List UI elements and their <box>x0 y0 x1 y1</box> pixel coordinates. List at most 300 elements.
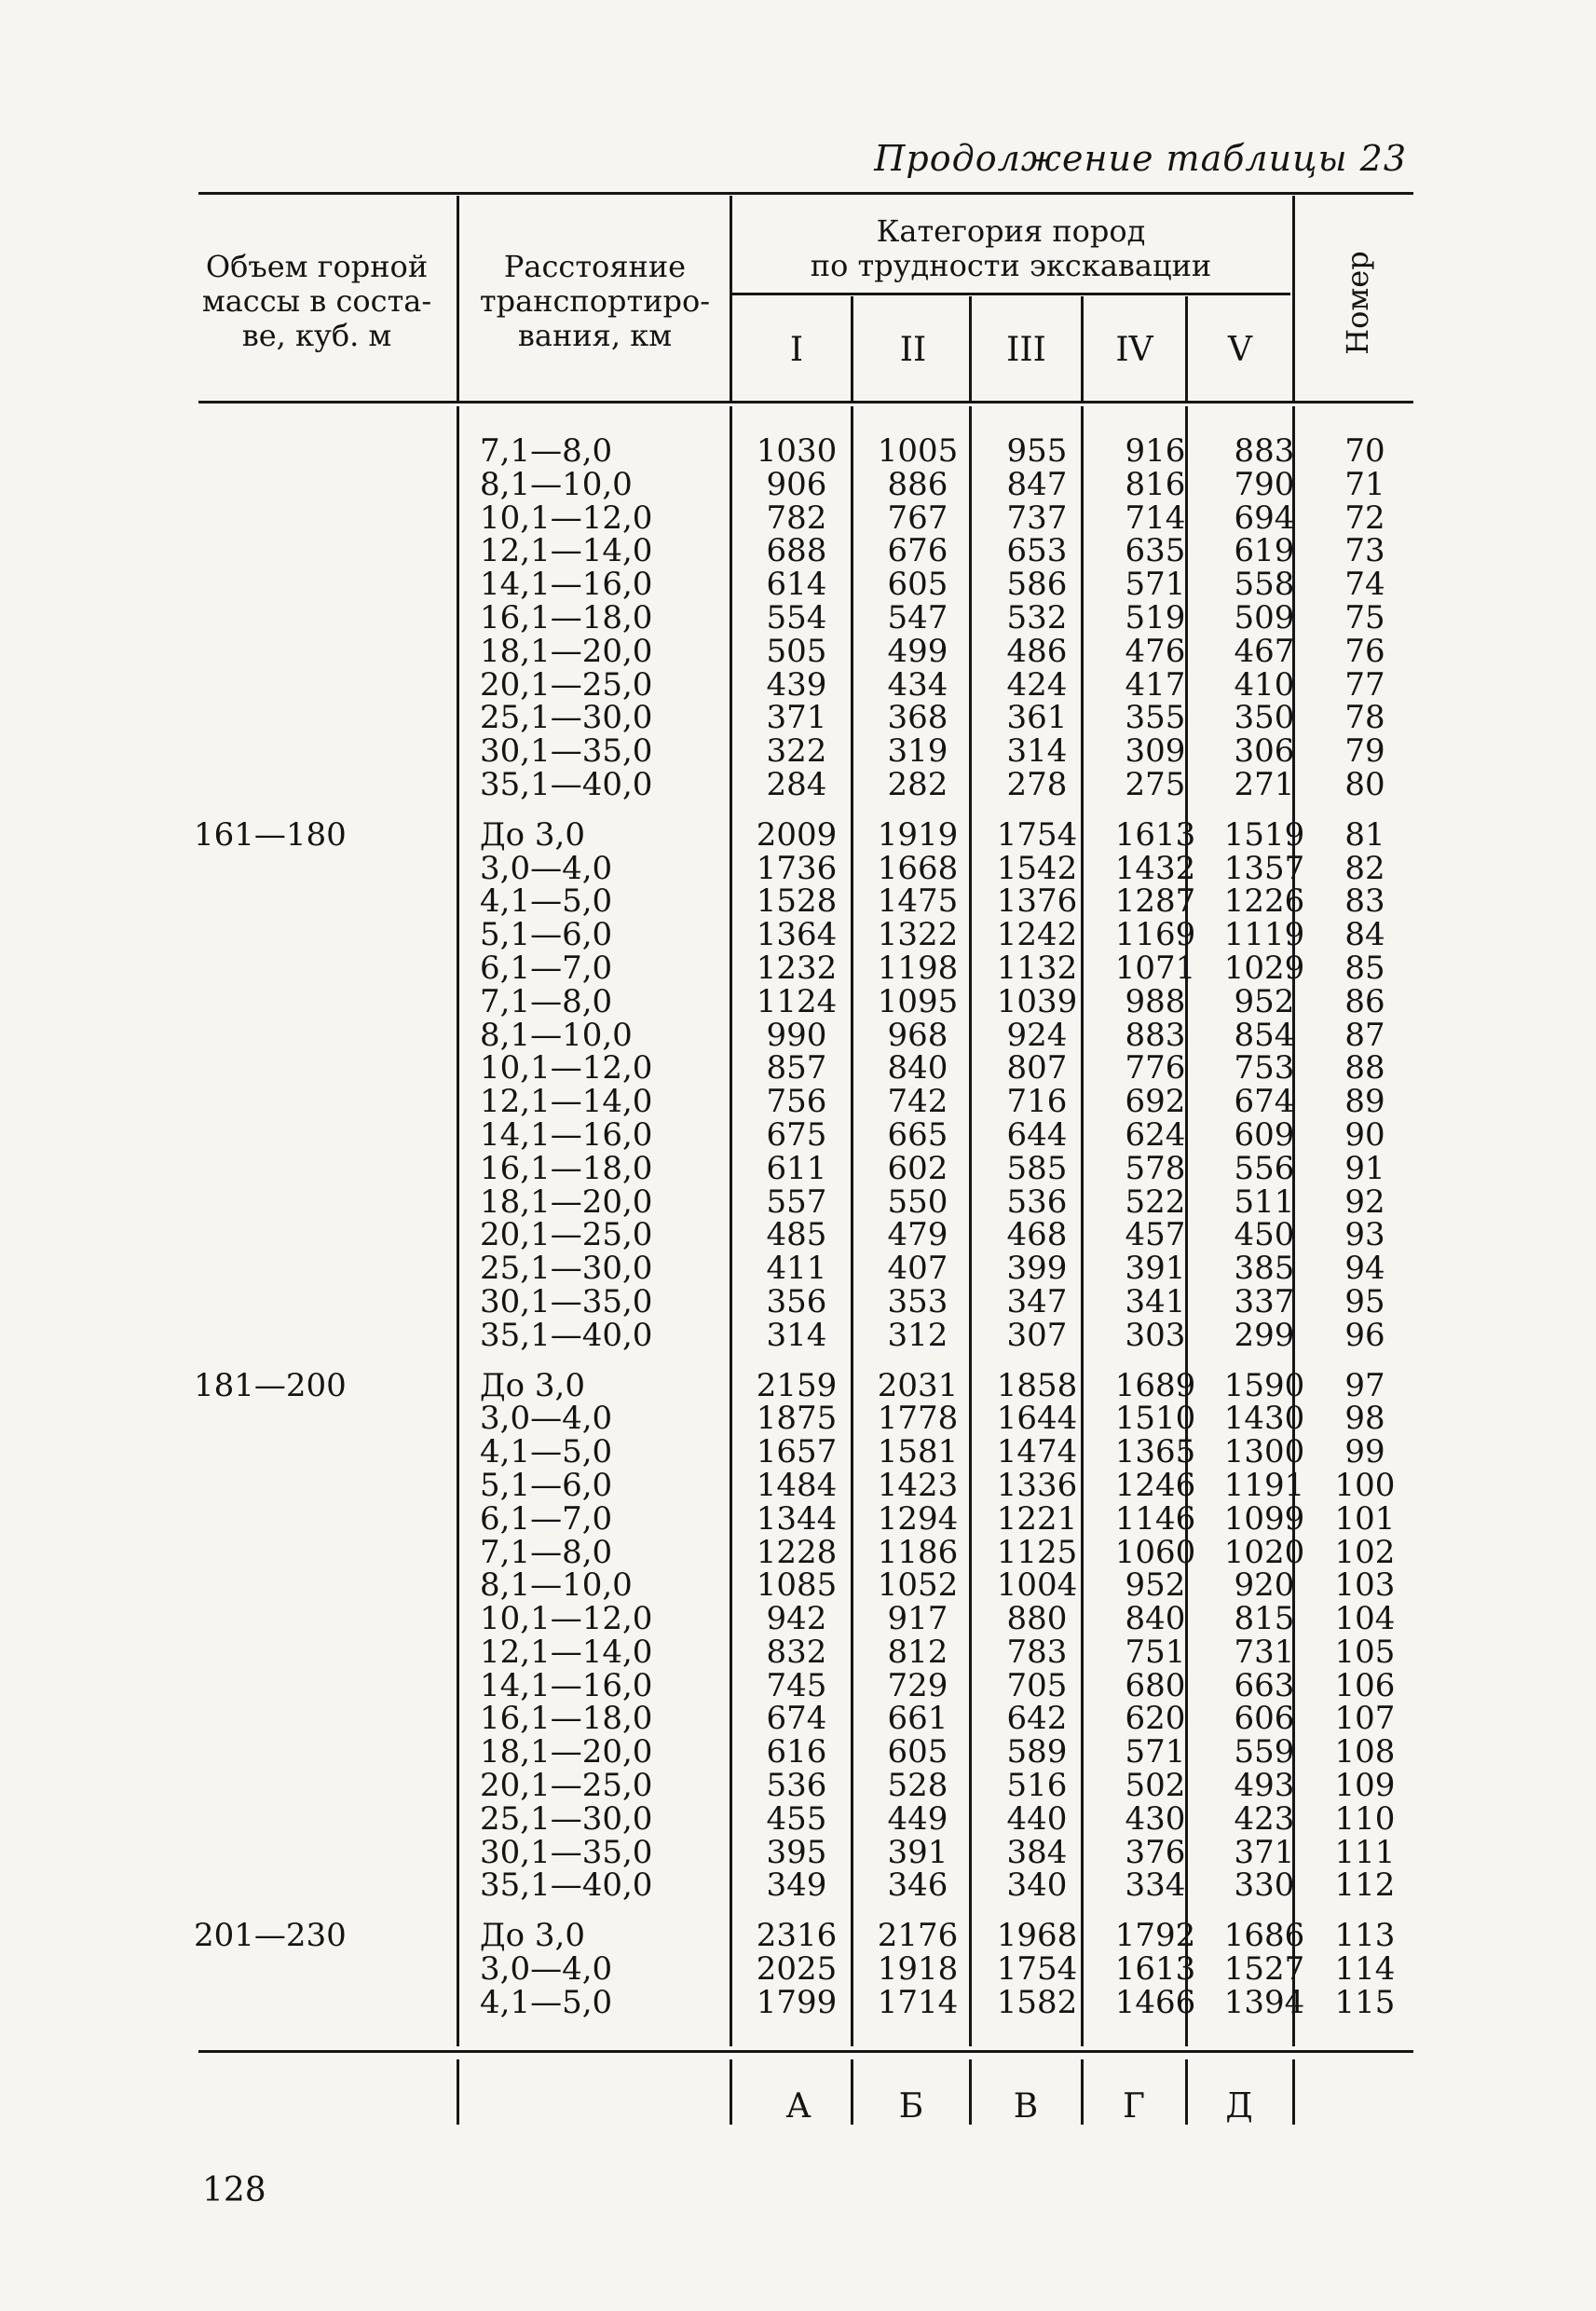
value-cell-3: 847 <box>1006 465 1068 503</box>
value-cell-4: 751 <box>1125 1633 1186 1671</box>
table-row <box>0 699 1596 737</box>
value-cell-4: 519 <box>1125 598 1186 636</box>
value-cell-3: 955 <box>1006 432 1068 470</box>
value-cell-2: 1423 <box>877 1466 959 1504</box>
value-cell-2: 547 <box>887 598 948 636</box>
table-row <box>0 1833 1596 1871</box>
value-cell-1: 756 <box>766 1083 827 1121</box>
value-cell-2: 2176 <box>877 1917 959 1955</box>
distance-cell: 25,1—30,0 <box>480 699 653 737</box>
value-cell-2: 319 <box>887 732 948 771</box>
distance-cell: 18,1—20,0 <box>480 1733 653 1771</box>
value-cell-1: 857 <box>766 1049 827 1087</box>
table-row <box>0 1702 1596 1736</box>
value-cell-3: 1221 <box>996 1499 1078 1538</box>
value-cell-2: 391 <box>887 1833 948 1871</box>
row-number-cell: 95 <box>1344 1282 1385 1320</box>
value-cell-3: 399 <box>1006 1250 1068 1288</box>
footer-letter-v: В <box>1013 2087 1039 2126</box>
value-cell-2: 602 <box>887 1149 948 1187</box>
table-row <box>0 1083 1596 1121</box>
distance-cell: 14,1—16,0 <box>480 1666 653 1704</box>
distance-cell: 4,1—5,0 <box>480 882 613 921</box>
page-number: 128 <box>202 2171 266 2209</box>
value-cell-5: 854 <box>1234 1016 1295 1054</box>
value-cell-4: 476 <box>1125 632 1186 670</box>
value-cell-5: 467 <box>1234 632 1295 670</box>
value-cell-4: 624 <box>1125 1115 1186 1154</box>
value-cell-1: 616 <box>766 1733 827 1771</box>
value-cell-3: 278 <box>1006 765 1068 803</box>
value-cell-5: 1226 <box>1223 882 1305 921</box>
value-cell-4: 635 <box>1125 532 1186 570</box>
row-number-cell: 114 <box>1334 1950 1396 1989</box>
value-cell-2: 368 <box>887 699 948 737</box>
table-row <box>0 532 1596 570</box>
value-cell-5: 423 <box>1234 1799 1295 1838</box>
value-cell-4: 883 <box>1125 1016 1186 1054</box>
category-iii: III <box>1006 331 1046 369</box>
value-cell-3: 340 <box>1006 1867 1068 1905</box>
value-cell-5: 371 <box>1234 1833 1295 1871</box>
value-cell-4: 417 <box>1125 665 1186 704</box>
distance-cell: 4,1—5,0 <box>480 1433 613 1471</box>
value-cell-5: 1191 <box>1223 1466 1305 1504</box>
value-cell-5: 271 <box>1234 765 1295 803</box>
value-cell-2: 1052 <box>877 1566 959 1605</box>
value-cell-5: 1357 <box>1223 849 1305 887</box>
value-cell-1: 1736 <box>756 849 838 887</box>
value-cell-2: 1918 <box>877 1950 959 1989</box>
value-cell-2: 479 <box>887 1216 948 1254</box>
value-cell-3: 880 <box>1006 1600 1068 1638</box>
row-number-cell: 110 <box>1334 1799 1396 1838</box>
category-header-line: по трудности экскавации <box>810 248 1212 283</box>
value-cell-5: 559 <box>1234 1733 1295 1771</box>
value-cell-4: 522 <box>1125 1183 1186 1221</box>
row-number-cell: 81 <box>1344 815 1385 854</box>
value-cell-1: 614 <box>766 566 827 604</box>
row-number-cell: 87 <box>1344 1016 1385 1054</box>
value-cell-1: 1228 <box>756 1533 838 1571</box>
value-cell-2: 886 <box>887 465 948 503</box>
value-cell-3: 532 <box>1006 598 1068 636</box>
table-row <box>0 568 1596 602</box>
value-cell-2: 550 <box>887 1183 948 1221</box>
value-cell-4: 714 <box>1125 499 1186 537</box>
footer-divider-1 <box>457 2059 459 2125</box>
row-number-cell: 90 <box>1344 1115 1385 1154</box>
value-cell-3: 1754 <box>996 1950 1078 1989</box>
row-number-cell: 109 <box>1334 1767 1396 1805</box>
category-ii: II <box>899 331 927 369</box>
value-cell-2: 1714 <box>877 1983 959 2021</box>
row-number-cell: 91 <box>1344 1149 1385 1187</box>
distance-cell: 8,1—10,0 <box>480 1016 633 1054</box>
header-divider-7 <box>1292 196 1295 401</box>
distance-cell: 14,1—16,0 <box>480 566 653 604</box>
footer-divider-4 <box>969 2059 972 2125</box>
value-cell-4: 1689 <box>1114 1366 1196 1404</box>
value-cell-4: 391 <box>1125 1250 1186 1288</box>
distance-cell: 12,1—14,0 <box>480 532 653 570</box>
value-cell-1: 2009 <box>756 815 838 854</box>
value-cell-3: 536 <box>1006 1183 1068 1221</box>
value-cell-2: 312 <box>887 1316 948 1354</box>
continuation-title: Продолжение таблицы 23 <box>874 138 1407 179</box>
table-row <box>0 432 1596 470</box>
table-row <box>0 1466 1596 1504</box>
table-row <box>0 1566 1596 1605</box>
value-cell-3: 653 <box>1006 532 1068 570</box>
header-divider-3 <box>851 296 853 401</box>
value-cell-1: 1799 <box>756 1983 838 2021</box>
value-cell-1: 554 <box>766 598 827 636</box>
value-cell-4: 457 <box>1125 1216 1186 1254</box>
value-cell-2: 812 <box>887 1633 948 1671</box>
value-cell-1: 322 <box>766 732 827 771</box>
value-cell-4: 776 <box>1125 1049 1186 1087</box>
value-cell-2: 605 <box>887 1733 948 1771</box>
distance-cell: 16,1—18,0 <box>480 598 653 636</box>
value-cell-5: 606 <box>1234 1700 1295 1738</box>
row-number-cell: 73 <box>1344 532 1385 570</box>
value-cell-5: 1099 <box>1223 1499 1305 1538</box>
value-cell-5: 450 <box>1234 1216 1295 1254</box>
distance-cell: 5,1—6,0 <box>480 1466 613 1504</box>
value-cell-2: 528 <box>887 1767 948 1805</box>
table-row <box>0 1049 1596 1087</box>
value-cell-4: 1146 <box>1114 1499 1196 1538</box>
value-cell-4: 840 <box>1125 1600 1186 1638</box>
distance-cell: 30,1—35,0 <box>480 1282 653 1320</box>
row-number-cell: 70 <box>1344 432 1385 470</box>
table-row <box>0 1402 1596 1436</box>
value-cell-5: 1430 <box>1223 1400 1305 1438</box>
row-number-cell: 72 <box>1344 499 1385 537</box>
row-number-cell: 84 <box>1344 916 1385 954</box>
value-cell-1: 2025 <box>756 1950 838 1989</box>
row-number-cell: 106 <box>1334 1666 1396 1704</box>
value-cell-2: 605 <box>887 566 948 604</box>
value-cell-3: 486 <box>1006 632 1068 670</box>
value-cell-3: 361 <box>1006 699 1068 737</box>
value-cell-2: 346 <box>887 1867 948 1905</box>
volume-cell: 201—230 <box>194 1917 347 1955</box>
value-cell-4: 1432 <box>1114 849 1196 887</box>
table-row <box>0 1252 1596 1286</box>
value-cell-2: 676 <box>887 532 948 570</box>
value-cell-3: 586 <box>1006 566 1068 604</box>
table-row <box>0 665 1596 704</box>
distance-header <box>463 250 727 353</box>
value-cell-5: 1029 <box>1223 949 1305 987</box>
distance-cell: 12,1—14,0 <box>480 1633 653 1671</box>
value-cell-3: 314 <box>1006 732 1068 771</box>
value-cell-1: 371 <box>766 699 827 737</box>
value-cell-5: 694 <box>1234 499 1295 537</box>
value-cell-1: 536 <box>766 1767 827 1805</box>
row-number-cell: 79 <box>1344 732 1385 771</box>
distance-cell: 4,1—5,0 <box>480 1983 613 2021</box>
value-cell-1: 1528 <box>756 882 838 921</box>
header-divider-1 <box>457 196 459 401</box>
table-row <box>0 1115 1596 1154</box>
value-cell-2: 353 <box>887 1282 948 1320</box>
row-number-cell: 111 <box>1334 1833 1396 1871</box>
table-row <box>0 765 1596 803</box>
value-cell-5: 350 <box>1234 699 1295 737</box>
number-header: Номер <box>1340 251 1375 355</box>
row-number-cell: 89 <box>1344 1083 1385 1121</box>
table-row <box>0 1533 1596 1571</box>
value-cell-1: 611 <box>766 1149 827 1187</box>
value-cell-3: 424 <box>1006 665 1068 704</box>
row-number-cell: 85 <box>1344 949 1385 987</box>
value-cell-5: 1686 <box>1223 1917 1305 1955</box>
value-cell-2: 1322 <box>877 916 959 954</box>
value-cell-5: 731 <box>1234 1633 1295 1671</box>
value-cell-5: 509 <box>1234 598 1295 636</box>
value-cell-5: 753 <box>1234 1049 1295 1087</box>
distance-cell: 6,1—7,0 <box>480 1499 613 1538</box>
value-cell-1: 455 <box>766 1799 827 1838</box>
value-cell-2: 2031 <box>877 1366 959 1404</box>
value-cell-1: 356 <box>766 1282 827 1320</box>
table-bottom-rule <box>198 2050 1413 2053</box>
footer-letter-a: А <box>785 2087 812 2126</box>
value-cell-2: 1294 <box>877 1499 959 1538</box>
distance-cell: 16,1—18,0 <box>480 1700 653 1738</box>
value-cell-5: 1020 <box>1223 1533 1305 1571</box>
distance-cell: 3,0—4,0 <box>480 849 613 887</box>
value-cell-1: 688 <box>766 532 827 570</box>
row-number-cell: 75 <box>1344 598 1385 636</box>
distance-cell: 12,1—14,0 <box>480 1083 653 1121</box>
table-row <box>0 1917 1596 1955</box>
value-cell-3: 1474 <box>996 1433 1078 1471</box>
value-cell-2: 434 <box>887 665 948 704</box>
value-cell-1: 942 <box>766 1600 827 1638</box>
table-top-rule <box>198 192 1413 195</box>
value-cell-1: 1085 <box>756 1566 838 1605</box>
value-cell-5: 1119 <box>1223 916 1305 954</box>
row-number-cell: 92 <box>1344 1183 1385 1221</box>
value-cell-4: 571 <box>1125 566 1186 604</box>
value-cell-2: 1919 <box>877 815 959 854</box>
footer-letter-g: Г <box>1123 2087 1145 2126</box>
value-cell-3: 705 <box>1006 1666 1068 1704</box>
row-number-cell: 107 <box>1334 1700 1396 1738</box>
value-cell-4: 303 <box>1125 1316 1186 1354</box>
value-cell-1: 990 <box>766 1016 827 1054</box>
distance-cell: До 3,0 <box>480 1917 585 1955</box>
row-number-cell: 94 <box>1344 1250 1385 1288</box>
value-cell-1: 557 <box>766 1183 827 1221</box>
value-cell-4: 578 <box>1125 1149 1186 1187</box>
value-cell-2: 407 <box>887 1250 948 1288</box>
category-iv: IV <box>1115 331 1153 369</box>
value-cell-1: 411 <box>766 1250 827 1288</box>
table-row <box>0 1633 1596 1671</box>
row-number-cell: 98 <box>1344 1400 1385 1438</box>
row-number-cell: 74 <box>1344 566 1385 604</box>
row-number-cell: 78 <box>1344 699 1385 737</box>
table-row <box>0 1216 1596 1254</box>
category-v: V <box>1228 331 1252 369</box>
value-cell-4: 620 <box>1125 1700 1186 1738</box>
table-row <box>0 1950 1596 1989</box>
value-cell-5: 306 <box>1234 732 1295 771</box>
row-number-cell: 88 <box>1344 1049 1385 1087</box>
table-row <box>0 1183 1596 1221</box>
distance-cell: 18,1—20,0 <box>480 1183 653 1221</box>
value-cell-2: 661 <box>887 1700 948 1738</box>
value-cell-2: 1186 <box>877 1533 959 1571</box>
distance-cell: 20,1—25,0 <box>480 1216 653 1254</box>
value-cell-2: 917 <box>887 1600 948 1638</box>
value-cell-3: 737 <box>1006 499 1068 537</box>
value-cell-1: 314 <box>766 1316 827 1354</box>
value-cell-1: 2316 <box>756 1917 838 1955</box>
category-header <box>736 214 1286 283</box>
row-number-cell: 115 <box>1334 1983 1396 2021</box>
distance-cell: 25,1—30,0 <box>480 1250 653 1288</box>
value-cell-2: 1581 <box>877 1433 959 1471</box>
row-number-cell: 83 <box>1344 882 1385 921</box>
value-cell-5: 619 <box>1234 532 1295 570</box>
value-cell-5: 1300 <box>1223 1433 1305 1471</box>
distance-cell: 6,1—7,0 <box>480 949 613 987</box>
value-cell-3: 1644 <box>996 1400 1078 1438</box>
distance-cell: 18,1—20,0 <box>480 632 653 670</box>
value-cell-5: 385 <box>1234 1250 1295 1288</box>
row-number-cell: 112 <box>1334 1867 1396 1905</box>
value-cell-2: 665 <box>887 1115 948 1154</box>
value-cell-3: 644 <box>1006 1115 1068 1154</box>
row-number-cell: 108 <box>1334 1733 1396 1771</box>
table-row <box>0 1767 1596 1805</box>
distance-cell: 8,1—10,0 <box>480 1566 633 1605</box>
value-cell-3: 307 <box>1006 1316 1068 1354</box>
value-cell-2: 840 <box>887 1049 948 1087</box>
row-number-cell: 93 <box>1344 1216 1385 1254</box>
value-cell-5: 410 <box>1234 665 1295 704</box>
distance-cell: 20,1—25,0 <box>480 665 653 704</box>
value-cell-4: 1060 <box>1114 1533 1196 1571</box>
value-cell-3: 924 <box>1006 1016 1068 1054</box>
value-cell-1: 1875 <box>756 1400 838 1438</box>
table-row <box>0 465 1596 503</box>
distance-cell: 25,1—30,0 <box>480 1799 653 1838</box>
value-cell-5: 556 <box>1234 1149 1295 1187</box>
row-number-cell: 102 <box>1334 1533 1396 1571</box>
value-cell-1: 674 <box>766 1700 827 1738</box>
value-cell-4: 1365 <box>1114 1433 1196 1471</box>
table-row <box>0 916 1596 954</box>
table-row <box>0 1799 1596 1838</box>
value-cell-2: 1198 <box>877 949 959 987</box>
value-cell-2: 449 <box>887 1799 948 1838</box>
value-cell-1: 284 <box>766 765 827 803</box>
table-row <box>0 849 1596 887</box>
value-cell-3: 1125 <box>996 1533 1078 1571</box>
value-cell-1: 1657 <box>756 1433 838 1471</box>
row-number-cell: 80 <box>1344 765 1385 803</box>
value-cell-1: 1344 <box>756 1499 838 1538</box>
value-cell-5: 609 <box>1234 1115 1295 1154</box>
volume-header-line: Объем горной <box>205 249 429 284</box>
value-cell-4: 275 <box>1125 765 1186 803</box>
value-cell-5: 920 <box>1234 1566 1295 1605</box>
value-cell-1: 1232 <box>756 949 838 987</box>
footer-divider-5 <box>1081 2059 1084 2125</box>
value-cell-3: 384 <box>1006 1833 1068 1871</box>
value-cell-4: 1510 <box>1114 1400 1196 1438</box>
distance-cell: 16,1—18,0 <box>480 1149 653 1187</box>
row-number-cell: 101 <box>1334 1499 1396 1538</box>
value-cell-4: 816 <box>1125 465 1186 503</box>
distance-cell: 20,1—25,0 <box>480 1767 653 1805</box>
table-body <box>0 432 1596 2021</box>
table-row <box>0 1282 1596 1320</box>
distance-cell: 7,1—8,0 <box>480 1533 613 1571</box>
distance-cell: 7,1—8,0 <box>480 982 613 1020</box>
row-number-cell: 105 <box>1334 1633 1396 1671</box>
distance-cell: 30,1—35,0 <box>480 732 653 771</box>
distance-header-line: вания, км <box>517 318 673 353</box>
distance-cell: До 3,0 <box>480 1366 585 1404</box>
value-cell-4: 1792 <box>1114 1917 1196 1955</box>
row-number-cell: 100 <box>1334 1466 1396 1504</box>
table-row <box>0 1366 1596 1404</box>
table-row <box>0 949 1596 987</box>
value-cell-1: 745 <box>766 1666 827 1704</box>
value-cell-3: 1004 <box>996 1566 1078 1605</box>
row-number-cell: 71 <box>1344 465 1385 503</box>
header-bottom-rule <box>198 401 1413 403</box>
value-cell-4: 692 <box>1125 1083 1186 1121</box>
table-row <box>0 1983 1596 2021</box>
value-cell-4: 1071 <box>1114 949 1196 987</box>
table-row <box>0 1433 1596 1471</box>
value-cell-5: 1590 <box>1223 1366 1305 1404</box>
category-header-line: Категория пород <box>876 213 1146 249</box>
value-cell-5: 330 <box>1234 1867 1295 1905</box>
value-cell-5: 952 <box>1234 982 1295 1020</box>
table-row <box>0 732 1596 771</box>
value-cell-3: 783 <box>1006 1633 1068 1671</box>
value-cell-1: 1364 <box>756 916 838 954</box>
distance-header-line: Расстояние <box>503 249 687 284</box>
value-cell-5: 511 <box>1234 1183 1295 1221</box>
value-cell-3: 1376 <box>996 882 1078 921</box>
value-cell-3: 807 <box>1006 1049 1068 1087</box>
value-cell-4: 1287 <box>1114 882 1196 921</box>
value-cell-4: 1169 <box>1114 916 1196 954</box>
value-cell-4: 1613 <box>1114 815 1196 854</box>
distance-cell: 7,1—8,0 <box>480 432 613 470</box>
value-cell-4: 988 <box>1125 982 1186 1020</box>
distance-cell: 10,1—12,0 <box>480 1049 653 1087</box>
value-cell-3: 1968 <box>996 1917 1078 1955</box>
row-number-cell: 113 <box>1334 1917 1396 1955</box>
value-cell-3: 1858 <box>996 1366 1078 1404</box>
value-cell-2: 1475 <box>877 882 959 921</box>
table-row <box>0 815 1596 854</box>
value-cell-2: 1095 <box>877 982 959 1020</box>
table-row <box>0 1016 1596 1054</box>
